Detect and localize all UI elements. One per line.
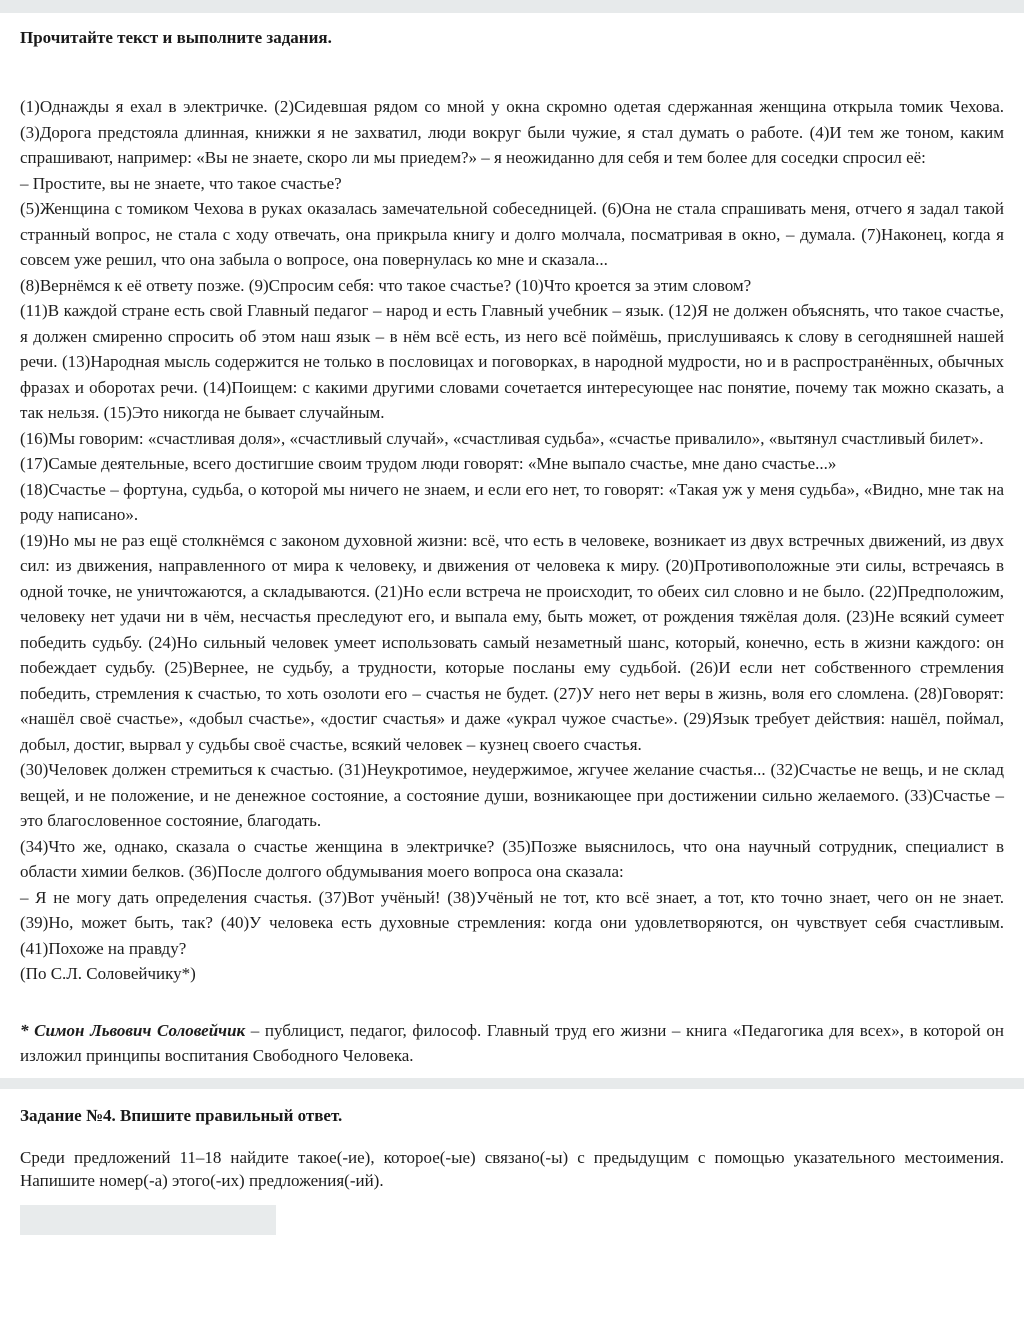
answer-input[interactable] — [20, 1205, 276, 1235]
text-paragraph: (8)Вернёмся к её ответу позже. (9)Спросим себя: что такое счастье? (10)Что кроется за этим словом? — [20, 275, 752, 295]
section-divider-bar — [0, 1078, 1024, 1089]
top-divider-bar — [0, 0, 1024, 13]
text-paragraph: (11)В каждой стране есть свой Главный педагог – народ и есть Главный учебник – язык. (12)Я не должен объяснять, что такое счастье, я должен смиренно спросить об этом наш язык – в нём всё есть, из него всё поймёшь, прислушиваясь к слову в сегодняшней нашей речи. (13)Народная мысль содержится не только в пословицах и поговорках, в народной мудрости, но и в распространённых, обычных фразах и оборотах речи. (14)Поищем: с какими другими словами сочетается интересующее нас понятие, почему так можно сказать, а так нельзя. (15)Это никогда не бывает случайным. — [20, 301, 1004, 422]
text-paragraph: (34)Что же, однако, сказала о счастье женщина в электричке? (35)Позже выяснилось, что она научный сотрудник, специалист в области химии белков. (36)После долгого обдумывания моего вопроса она сказала: — [20, 836, 1004, 881]
text-passage — [20, 94, 1004, 987]
text-paragraph: (18)Счастье – фортуна, судьба, о которой мы ничего не знаем, и если его нет, то говорят: «Такая уж у меня судьба», «Видно, мне так на роду написано». — [20, 479, 1004, 524]
text-paragraph: (17)Самые деятельные, всего достигшие своим трудом люди говорят: «Мне выпало счастье, мне дано счастье...» — [20, 454, 837, 473]
author-footnote — [20, 1018, 1004, 1069]
text-paragraph: (16)Мы говорим: «счастливая доля», «счастливый случай», «счастливая судьба», «счастье привалило», «вытянул счастливый билет». — [20, 428, 984, 448]
task-description: Среди предложений 11–18 найдите такое(-ие), которое(-ые) связано(-ы) с предыдущим с помощью указательного местоимения. Напишите номер(-а) этого(-их) предложения(-ий). — [20, 1147, 1004, 1190]
text-paragraph: (5)Женщина с томиком Чехова в руках оказалась замечательной собеседницей. (6)Она не стала спрашивать меня, отчего я задал такой странный вопрос, не стала с ходу отвечать, она прикрыла книгу и долго молчала, посматривая в окно, – думала. (7)Наконец, когда я совсем уже решил, что она забыла о вопросе, она повернулась ко мне и сказала... — [20, 199, 1004, 269]
text-paragraph: (1)Однажды я ехал в электричке. (2)Сидевшая рядом со мной у окна скромно одетая сдержанная женщина открыла томик Чехова. (3)Дорога предстояла длинная, книжки я не захватил, люди вокруг были чужие, я стал думать о работе. (4)И тем же тоном, каким спрашивают, например: «Вы не знаете, скоро ли мы приедем?» – я неожиданно для себя и тем более для соседки спросил её: — [20, 97, 1004, 167]
text-paragraph: (По С.Л. Соловейчику*) — [20, 964, 196, 983]
text-section — [0, 28, 1024, 1069]
text-paragraph: – Я не могу дать определения счастья. (37)Вот учёный! (38)Учёный не тот, кто всё знает, а тот, кто точно знает, чего он не знает. (39)Но, может быть, так? (40)У человека есть духовные стремления: когда они удовлетворяются, он чувствует себя счастливым. (41)Похоже на правду? — [20, 887, 1004, 958]
footnote-author-description: – публицист, педагог, философ. Главный труд его жизни – книга «Педагогика для всех», в которой он изложил принципы воспитания Свободного Человека. — [20, 1020, 1004, 1065]
text-paragraph: – Простите, вы не знаете, что такое счастье? — [20, 173, 342, 193]
task-title: Задание №4. Впишите правильный ответ. — [20, 1105, 343, 1125]
text-paragraph: (19)Но мы не раз ещё столкнёмся с законом духовной жизни: всё, что есть в человеке, возникает из двух встречных движений, из двух сил: из движения, направленного от мира к человеку, и движения от человека к миру. (20)Противоположные эти силы, встречаясь в одной точке, не уничтожаются, а складываются. (21)Но если встреча не происходит, то обеих сил словно и не было. (22)Предположим, человеку нет удачи ни в чём, несчастья преследуют его, и выпала ему, быть может, от рождения тяжёлая доля. (23)Не всякий сумеет победить судьбу. (24)Но сильный человек умеет использовать самый незаметный шанс, который, конечно, есть в жизни каждого: он побеждает судьбу. (25)Вернее, не судьбу, а трудности, которые посланы ему судьбой. (26)И если нет собственного стремления победить, стремления к счастью, то хоть озолоти его – счастья не будет. (27)У него нет веры в жизнь, воля его сломлена. (28)Говорят: «нашёл своё счастье», «добыл счастье», «достиг счастья» и даже «украл чужое счастье». (29)Язык требует действия: нашёл, поймал, добыл, достиг, вырвал у судьбы своё счастье, всякий человек – кузнец своего счастья. — [20, 530, 1004, 754]
page-title: Прочитайте текст и выполните задания. — [20, 28, 332, 47]
task-section — [0, 1106, 1024, 1235]
footnote-author-name: * Симон Львович Соловейчик — [20, 1020, 246, 1040]
text-paragraph: (30)Человек должен стремиться к счастью. (31)Неукротимое, неудержимое, жгучее желание счастья... (32)Счастье не вещь, и не склад вещей, и не положение, и не денежное состояние, а состояние души, возникающее при достижении сильно желаемого. (33)Счастье – это благословенное состояние, благодать. — [20, 760, 1004, 830]
